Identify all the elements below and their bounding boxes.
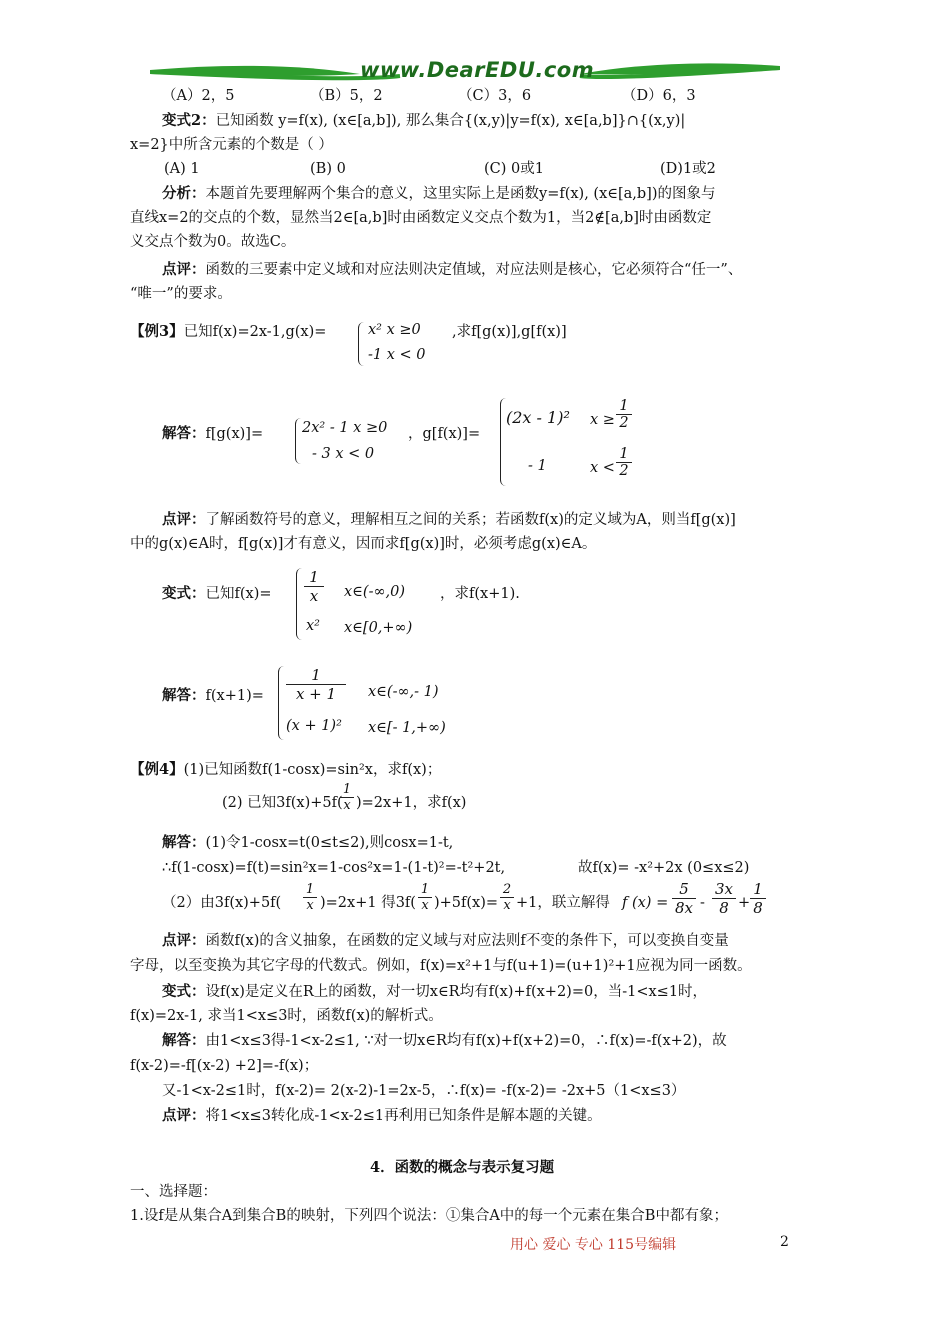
answer4-plus: + [738,895,751,911]
choice2-a: (A) 1 [164,161,200,177]
variant3-ask: ，求f(x+1). [440,586,520,602]
frac-num: 2 [500,882,514,898]
answer-variant3-range2: x∈[- 1,+∞) [368,720,446,736]
answer4-text1: (1)令1-cosx=t(0≤t≤2),则cosx=1-t, [205,835,454,851]
answer4-frac-b [418,882,432,913]
choice-a: （A）2，5 [162,88,235,104]
answer-variant3-text: f(x+1)= [205,688,264,704]
example3-line [130,322,326,342]
answer4-l3d: +1，联立解得 [516,895,610,911]
answer3-gf: ，g[f(x)]= [408,426,481,442]
variant4-line1 [162,982,707,1002]
frac-num: 1 [750,880,766,899]
answer4-frac-c [500,882,514,913]
analysis-line1 [162,184,716,204]
frac-num: 3x [712,880,736,899]
variant3-range1: x∈(-∞,0) [344,584,406,600]
answer4-frac-2 [712,880,736,917]
answer3-gf-case1-cond: x ≥ [590,412,615,428]
answer3-half-1 [616,398,632,431]
example4-frac [340,782,354,813]
question-1: 1.设f是从集合A到集合B的映射，下列四个说法：①集合A中的每一个元素在集合B中都有象； [130,1208,728,1224]
answer-variant3-line [162,686,264,706]
half-num: 1 [616,398,632,415]
answer-variant4-line2: f(x-2)=-f[(x-2) +2]=-f(x)； [130,1058,319,1074]
frac-num: 1 [418,882,432,898]
variant3-line [162,584,272,604]
comment2-line2: 中的g(x)∈A时，f[g(x)]才有意义，因而求f[g(x)]时，必须考虑g(x)∈A。 [130,536,597,552]
half-den: 2 [619,415,629,431]
frac-den: x [309,587,319,605]
comment3-line2: 字母，以至变换为其它字母的代数式。例如，f(x)=x²+1与f(u+1)=(u+1)²+1应视为同一函数。 [130,958,752,974]
answer3-label: 解答： [162,425,206,442]
answer4-line2: ∴f(1-cosx)=f(t)=sin²x=1-cos²x=1-(1-t)²=-t²+2t, [162,860,506,876]
variant2-line2: x=2}中所含元素的个数是（ ） [130,137,333,153]
example3-case1: x² x ≥0 [368,322,421,338]
variant3-label: 变式： [162,585,206,602]
example3-ask: ,求f[g(x)],g[f(x)] [452,324,567,340]
choice-c: （C）3，6 [458,88,532,104]
comment1-label: 点评： [162,261,206,278]
choice2-d: (D)1或2 [660,161,716,177]
comment3-label: 点评： [162,932,206,949]
answer4-line2b: 故f(x)= -x²+2x (0≤x≤2) [578,860,750,876]
comment4-line [162,1106,602,1126]
variant4-label: 变式： [162,983,206,1000]
frac-num: 1 [340,782,354,798]
site-logo[interactable]: www.DearEDU.com [360,58,595,82]
example4-label: 【例4】 [130,761,184,778]
answer3-fg: f[g(x)]= [205,426,264,442]
choice-d: （D）6，3 [622,88,696,104]
comment4-label: 点评： [162,1107,206,1124]
frac-den: 8x [674,899,693,917]
answer4-l3b: )=2x+1 得3f( [320,895,416,911]
answer3-gf-case1: (2x - 1)² [506,408,570,427]
example3-label: 【例3】 [130,323,184,340]
example3-text: 已知f(x)=2x-1,g(x)= [183,324,327,340]
answer4-l3c: )+5f(x)= [434,895,499,911]
comment2-line1 [162,510,736,530]
frac-num: 1 [303,882,317,898]
answer-variant3-label: 解答： [162,687,206,704]
comment4-text: 将1<x≤3转化成-1<x-2≤1再利用已知条件是解本题的关键。 [205,1108,602,1124]
answer4-fx: f (x) = [622,895,669,911]
frac-num: 1 [286,666,346,685]
analysis-text1: 本题首先要理解两个集合的意义，这里实际上是函数y=f(x), (x∈[a,b])的图象与 [205,186,716,202]
answer3-gf-case2-cond: x < [590,460,615,476]
answer3-line [162,424,263,444]
comment3-line1 [162,931,729,951]
answer3-fg-case1: 2x² - 1 x ≥0 [302,420,388,436]
frac-den: x + 1 [295,685,337,703]
frac-den: x [503,898,511,913]
comment1-line2: “唯一”的要求。 [130,286,232,302]
answer4-label: 解答： [162,834,206,851]
variant3-text: 已知f(x)= [205,586,272,602]
variant3-range2: x∈[0,+∞) [344,620,413,636]
section-title: 4．函数的概念与表示复习题 [370,1159,555,1176]
answer-variant3-case2: (x + 1)² [286,718,342,734]
half-den: 2 [619,463,629,479]
example4-p1: (1)已知函数f(1-cosx)=sin²x，求f(x)； [183,762,442,778]
answer-variant3-range1: x∈(-∞,- 1) [368,684,439,700]
answer-variant4-line1 [162,1031,727,1051]
comment1-text1: 函数的三要素中定义域和对应法则决定值域，对应法则是核心，它必须符合“任一”、 [205,262,743,278]
answer-variant4-label: 解答： [162,1032,206,1049]
choice-b: （B）5，2 [310,88,383,104]
comment1-line1 [162,260,742,280]
variant3-frac [304,568,324,605]
choice2-b: (B) 0 [310,161,346,177]
variant4-line2: f(x)=2x-1, 求当1<x≤3时，函数f(x)的解析式。 [130,1008,443,1024]
example3-brace [358,322,367,366]
answer-variant4-text1: 由1<x≤3得-1<x-2≤1, ∵对一切x∈R均有f(x)+f(x+2)=0，∴f(x)=-f(x+2)，故 [205,1033,727,1049]
footer-text: 用心 爱心 专心 115号编辑 [510,1237,677,1253]
example3-case2: -1 x < 0 [368,347,426,363]
answer3-half-2 [616,446,632,479]
answer-variant3-frac [286,666,346,703]
example4-p2a: (2) 已知3f(x)+5f( [222,795,343,811]
frac-den: 8 [753,899,763,917]
frac-den: 8 [719,899,729,917]
variant2-line1 [162,111,685,131]
answer4-l3a: （2）由3f(x)+5f( [162,895,282,911]
comment2-text1: 了解函数符号的意义，理解相互之间的关系；若函数f(x)的定义域为A，则当f[g(x)] [205,512,736,528]
frac-den: x [306,898,314,913]
frac-den: x [421,898,429,913]
comment2-label: 点评： [162,511,206,528]
section-subtitle: 一、选择题： [130,1184,217,1200]
analysis-label: 分析： [162,185,206,202]
answer3-gf-case2: - 1 [528,458,547,474]
variant4-text1: 设f(x)是定义在R上的函数，对一切x∈R均有f(x)+f(x+2)=0，当-1<x≤1时， [205,984,708,1000]
half-num: 1 [616,446,632,463]
frac-num: 5 [672,880,696,899]
answer-variant4-line3: 又-1<x-2≤1时，f(x-2)= 2(x-2)-1=2x-5，∴f(x)= -f(x-2)= -2x+5（1<x≤3） [162,1083,686,1099]
example4-p2b: )=2x+1，求f(x) [356,795,467,811]
frac-den: x [343,798,351,813]
analysis-line2: 直线x=2的交点的个数，显然当2∈[a,b]时由函数定义交点个数为1，当2∉[a,b]时由函数定 [130,210,712,226]
answer4-frac-3 [750,880,766,917]
answer4-frac-1 [672,880,696,917]
analysis-line3: 义交点个数为0。故选C。 [130,234,296,250]
variant2-text1: 已知函数 y=f(x), (x∈[a,b]), 那么集合{(x,y)|y=f(x), x∈[a,b]}∩{(x,y)| [215,113,686,129]
variant2-label: 变式2： [162,112,216,129]
frac-num: 1 [304,568,324,587]
comment3-text1: 函数f(x)的含义抽象，在函数的定义域与对应法则f不变的条件下，可以变换自变量 [205,933,729,949]
answer4-frac-a [303,882,317,913]
answer4-minus: - [700,895,705,911]
answer4-line1 [162,833,453,853]
example4-line1 [130,760,441,780]
answer3-fg-case2: - 3 x < 0 [312,446,375,462]
page-number: 2 [780,1234,789,1250]
variant3-case2: x² [306,618,320,634]
choice2-c: (C) 0或1 [484,161,544,177]
